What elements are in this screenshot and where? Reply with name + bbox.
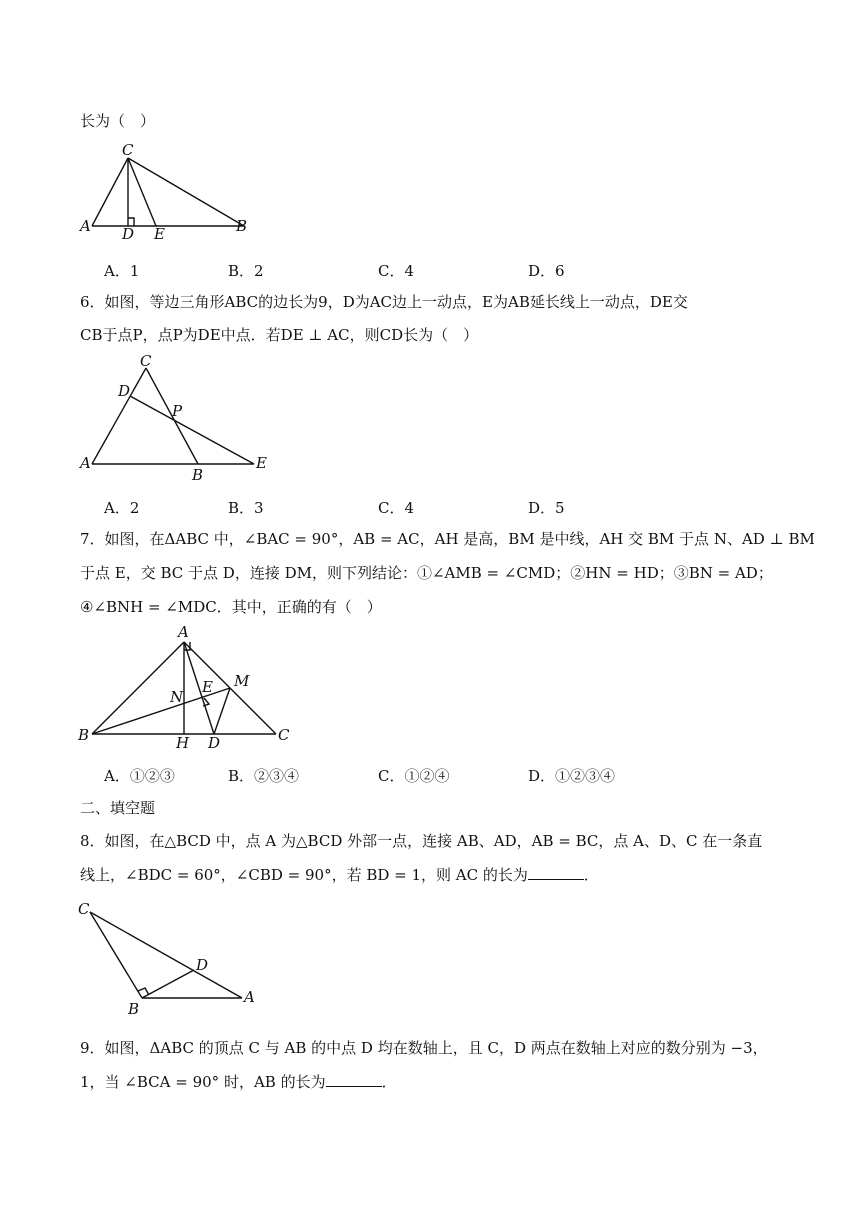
q5-figure [78, 142, 258, 242]
label-A: A [178, 623, 189, 641]
q9-answer-blank[interactable] [326, 1072, 382, 1087]
label-D: D [118, 382, 131, 400]
q8-text-line2a: 线上，∠BDC = 60°，∠CBD = 90°，若 BD = 1，则 AC 的长为 [80, 866, 528, 884]
q7-figure [76, 622, 296, 752]
label-B: B [192, 466, 204, 484]
q6-option-b[interactable]: B．3 [228, 499, 264, 517]
section-heading: 二、填空题 [80, 799, 156, 817]
q9-text-line1: 9．如图，ΔABC 的顶点 C 与 AB 的中点 D 均在数轴上，且 C，D 两点在数轴上对应的数分别为 −3， [80, 1039, 768, 1057]
label-C: C [78, 900, 90, 918]
q9-text-line2b: ． [381, 1073, 397, 1091]
label-D: D [122, 225, 135, 242]
q5-text-tail: 长为（ ） [80, 112, 156, 130]
label-C: C [122, 142, 134, 159]
q5-option-a[interactable]: A．1 [104, 262, 140, 280]
q6-option-a[interactable]: A．2 [104, 499, 140, 517]
label-H: H [176, 734, 190, 752]
label-M: M [234, 672, 250, 690]
q6-text-line1: 6．如图，等边三角形ABC的边长为9，D为AC边上一动点，E为AB延长线上一动点，DE交 [80, 293, 688, 311]
q6-figure [78, 352, 278, 484]
q7-option-d[interactable]: D．①②③④ [528, 767, 616, 785]
q7-option-b[interactable]: B．②③④ [228, 767, 300, 785]
q8-text-line2b: ． [583, 866, 599, 884]
q8-figure [76, 898, 266, 1018]
label-B: B [236, 217, 248, 235]
label-E: E [256, 454, 267, 472]
q5-option-c[interactable]: C．4 [378, 262, 415, 280]
label-A: A [244, 988, 255, 1006]
label-E: E [202, 678, 213, 696]
label-B: B [78, 726, 90, 744]
q8-text-line1: 8．如图，在△BCD 中，点 A 为△BCD 外部一点，连接 AB、AD，AB = BC，点 A、D、C 在一条直 [80, 832, 763, 850]
label-C: C [278, 726, 290, 744]
q9-text-line2 [80, 1071, 397, 1093]
q8-answer-blank[interactable] [528, 865, 584, 880]
label-C: C [140, 352, 152, 370]
q8-text-line2 [80, 864, 599, 886]
label-B: B [128, 1000, 140, 1018]
q5-option-b[interactable]: B．2 [228, 262, 264, 280]
label-A: A [80, 217, 91, 235]
q6-option-d[interactable]: D．5 [528, 499, 565, 517]
q6-option-c[interactable]: C．4 [378, 499, 415, 517]
q7-option-c[interactable]: C．①②④ [378, 767, 450, 785]
q7-text-line1: 7．如图，在ΔABC 中，∠BAC = 90°，AB = AC，AH 是高，BM 是中线，AH 交 BM 于点 N、AD ⊥ BM [80, 530, 815, 548]
label-N: N [170, 688, 184, 706]
q7-option-a[interactable]: A．①②③ [104, 767, 175, 785]
label-A: A [80, 454, 91, 472]
q6-text-line2: CB于点P，点P为DE中点．若DE ⊥ AC，则CD长为（ ） [80, 326, 479, 344]
label-D: D [196, 956, 209, 974]
q9-text-line2a: 1，当 ∠BCA = 90° 时，AB 的长为 [80, 1073, 326, 1091]
q7-text-line3: ④∠BNH = ∠MDC．其中，正确的有（ ） [80, 598, 382, 616]
q7-text-line2: 于点 E，交 BC 于点 D，连接 DM，则下列结论：①∠AMB = ∠CMD；②HN = HD；③BN = AD； [80, 564, 773, 582]
q5-option-d[interactable]: D．6 [528, 262, 565, 280]
label-P: P [172, 402, 183, 420]
label-D: D [208, 734, 221, 752]
label-E: E [154, 225, 165, 242]
